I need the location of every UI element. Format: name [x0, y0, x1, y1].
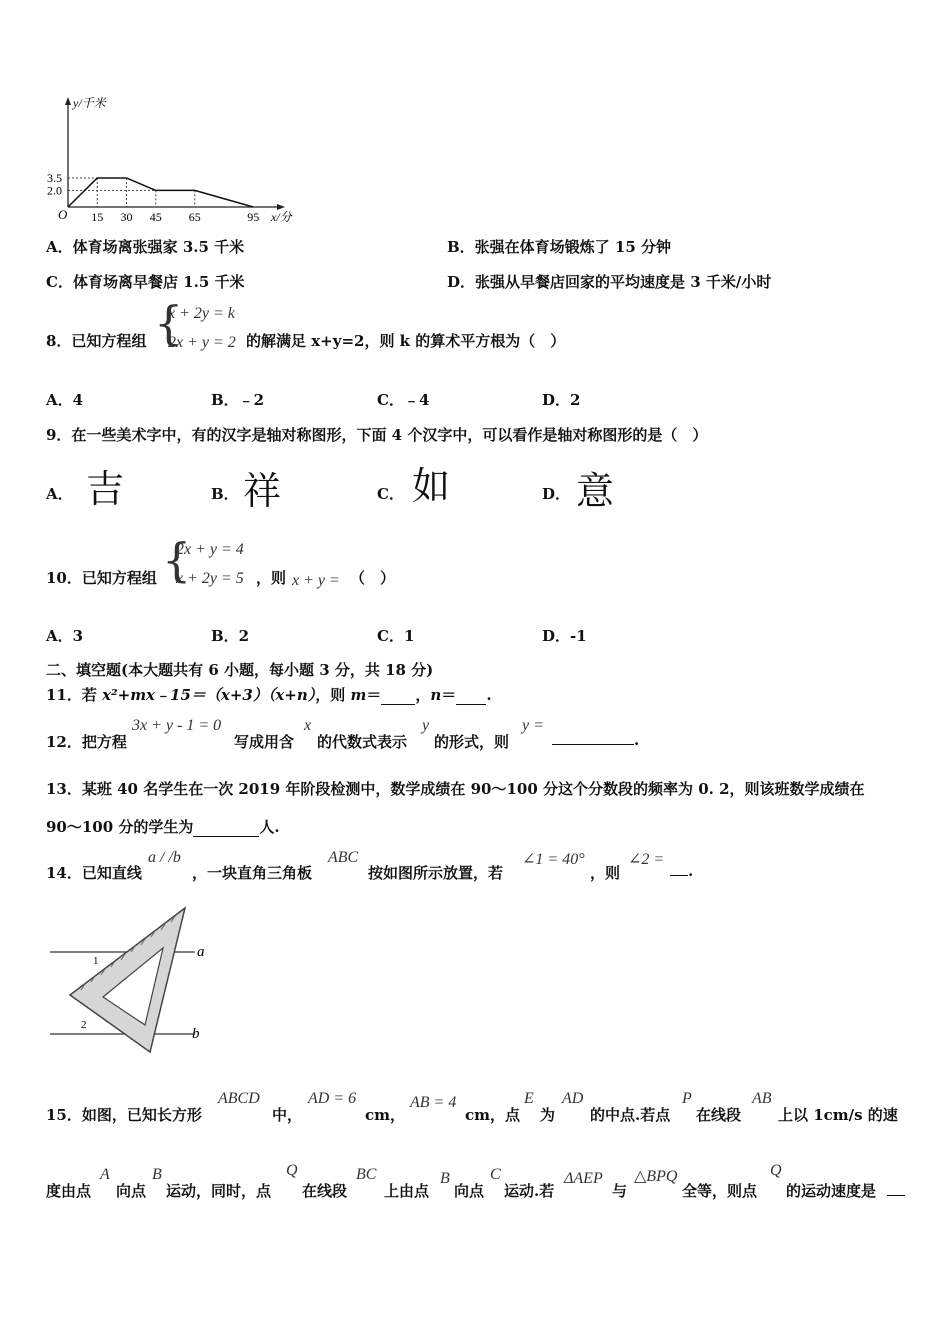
q15-line2-d: 在线段: [302, 1182, 348, 1200]
q8-brace: {: [154, 296, 184, 350]
q15-point-b: B: [152, 1166, 162, 1183]
q9-option-c-glyph[interactable]: 如: [412, 464, 451, 508]
q15-point-q-2: Q: [770, 1162, 782, 1179]
q15-wei: 为: [540, 1106, 556, 1124]
x-tick-label: 45: [149, 210, 162, 224]
q10-brace: {: [162, 533, 192, 587]
q11-n: n: [430, 686, 442, 704]
q10-suffix: （ ）: [350, 569, 396, 587]
q9-question: 9．在一些美术字中，有的汉字是轴对称图形，下面 4 个汉字中，可以看作是轴对称图形的是（ ）: [46, 426, 708, 444]
q11-text-3: ，: [415, 686, 431, 704]
fig-label-2: 2: [81, 1019, 87, 1031]
q10-mid: ，则: [256, 569, 287, 587]
q14-text-2: ，一块直角三角板: [192, 864, 313, 882]
q15-point-e: E: [524, 1090, 534, 1107]
q9-option-b-label[interactable]: B．: [211, 485, 239, 503]
q8-equation-2: 2x + y = 2: [168, 334, 236, 351]
q15-answer-blank[interactable]: [887, 1181, 905, 1196]
q13-line-2: [46, 816, 280, 837]
q12-y: y: [422, 717, 430, 734]
q9-option-a-label[interactable]: A．: [46, 485, 73, 503]
q15-text-1: 15．如图，已知长方形: [46, 1106, 202, 1124]
q15-ad-length: AD = 6: [308, 1090, 357, 1107]
q13-line-1: 13．某班 40 名学生在一次 2019 年阶段检测中，数学成绩在 90～100 分这个分数段的频率为 0. 2，则该班数学成绩在: [46, 780, 865, 798]
q13-answer-blank[interactable]: [193, 822, 259, 837]
q12-equation: 3x + y - 1 = 0: [132, 717, 222, 734]
section-heading: 二、填空题(本大题共有 6 小题，每小题 3 分，共 18 分): [46, 661, 434, 679]
q11-eq-2: ＝: [441, 686, 457, 704]
q15-ab-length: AB = 4: [410, 1094, 457, 1111]
q13-text-a: 90～100 分的学生为: [46, 818, 194, 836]
q15-line2-g: 运动.若: [504, 1182, 555, 1200]
fig-label-a: a: [197, 944, 205, 960]
q15-segment-bc: BC: [356, 1166, 377, 1183]
q14-text-3: 按如图所示放置，若: [368, 864, 504, 882]
q12-answer-blank[interactable]: [552, 730, 634, 745]
q15-triangle-aep: ΔAEP: [564, 1170, 603, 1187]
fig-label-b: b: [192, 1026, 200, 1042]
q11-expression: x²+mx﹣15＝（x+3）（x+n）: [102, 686, 316, 704]
q10-option-b[interactable]: B．2: [211, 627, 250, 645]
q11-text-1: 11．若: [46, 686, 103, 704]
q10-expression: x + y =: [292, 572, 340, 589]
q11-eq-1: ＝: [366, 686, 382, 704]
q9-option-c-label[interactable]: C．: [377, 485, 404, 503]
q12-end: .: [634, 731, 640, 749]
q15-segment-ad: AD: [562, 1090, 584, 1107]
q15-cm-1: cm，: [365, 1106, 406, 1124]
q15-line2-c: 运动，同时，点: [166, 1182, 272, 1200]
q15-line2-a: 度由点: [46, 1182, 92, 1200]
q8-equation-1: x + 2y = k: [168, 305, 235, 322]
x-tick-label: 15: [91, 210, 104, 224]
q14-text-4: ，则: [590, 864, 621, 882]
q12-text-2: 写成用含: [234, 733, 295, 751]
q15-yu: 与: [612, 1182, 628, 1200]
q7-option-d[interactable]: D．张强从早餐店回家的平均速度是 3 千米/小时: [447, 273, 772, 291]
q10-option-d[interactable]: D．-1: [542, 627, 587, 645]
q15-point-p: P: [682, 1090, 692, 1107]
q8-option-c[interactable]: C．﹣4: [377, 391, 430, 409]
y-tick-label: 3.5: [47, 170, 62, 185]
series-segment: [195, 190, 254, 207]
q15-point-c: C: [490, 1166, 501, 1183]
q15-text-2: 中，: [272, 1106, 303, 1124]
q11-blank-m[interactable]: [381, 690, 415, 705]
q11-m: m: [350, 686, 367, 704]
q15-rect-name: ABCD: [218, 1090, 260, 1107]
q12-text-4: 的形式，则: [434, 733, 510, 751]
q8-prefix: 8．已知方程组: [46, 332, 147, 350]
q9-option-a-glyph[interactable]: 吉: [86, 467, 125, 511]
q9-option-b-glyph[interactable]: 祥: [243, 469, 282, 513]
q14-triangle-name: ABC: [328, 849, 359, 866]
q10-option-a[interactable]: A．3: [46, 627, 84, 645]
q11-blank-n[interactable]: [456, 690, 486, 705]
q15-triangle-bpq: △BPQ: [634, 1168, 678, 1185]
x-axis-label: x/分: [271, 210, 292, 224]
q7-option-a[interactable]: A．体育场离张强家 3.5 千米: [46, 238, 245, 256]
q10-equation-2: x + 2y = 5: [176, 570, 244, 587]
q15-point-b-2: B: [440, 1170, 450, 1187]
q14-angle-2: ∠2 =: [628, 851, 665, 868]
q7-option-b[interactable]: B．张强在体育场锻炼了 15 分钟: [447, 238, 671, 256]
q15-text-5: 上以 1cm/s 的速: [778, 1106, 898, 1124]
q14-answer-blank[interactable]: [670, 861, 688, 876]
y-axis-arrow: [65, 97, 71, 105]
q15-cm-2: cm，点: [465, 1106, 521, 1124]
q9-option-d-label[interactable]: D．: [542, 485, 571, 503]
series-segment: [68, 178, 97, 207]
q15-text-3: 的中点.若点: [590, 1106, 671, 1124]
q15-segment-ab: AB: [752, 1090, 772, 1107]
q15-point-a: A: [100, 1166, 110, 1183]
q12-y-equals: y =: [522, 717, 544, 734]
q8-suffix: 的解满足 x+y=2，则 k 的算术平方根为（ ）: [246, 332, 566, 350]
q10-prefix: 10．已知方程组: [46, 569, 157, 587]
q12-text-3: 的代数式表示: [317, 733, 408, 751]
x-tick-label: 30: [120, 210, 133, 224]
q12-x: x: [304, 717, 312, 734]
q15-line2-b: 向点: [116, 1182, 147, 1200]
fig-label-1: 1: [93, 955, 99, 967]
q14-parallel: a / /b: [148, 849, 181, 866]
q15-line2-f: 向点: [454, 1182, 485, 1200]
q8-option-a[interactable]: A．4: [46, 391, 84, 409]
q9-option-d-glyph[interactable]: 意: [576, 469, 615, 513]
q14-text-1: 14．已知直线: [46, 864, 142, 882]
q12-text-1: 12．把方程: [46, 733, 127, 751]
series-segment: [127, 178, 156, 190]
q15-text-4: 在线段: [696, 1106, 742, 1124]
y-axis-label: y/千米: [73, 96, 106, 110]
q10-option-c[interactable]: C．1: [377, 627, 415, 645]
x-tick-label: 65: [188, 210, 201, 224]
origin-label: O: [58, 207, 68, 222]
q14-angle-1: ∠1 = 40°: [522, 851, 585, 868]
q14-end: .: [688, 862, 694, 880]
y-tick-label: 2.0: [47, 183, 62, 198]
q8-option-b[interactable]: B．﹣2: [211, 391, 265, 409]
q15-line2-e: 上由点: [384, 1182, 430, 1200]
q11-end: .: [486, 686, 492, 704]
triangle-ruler-figure: [45, 900, 215, 1060]
q15-point-q: Q: [286, 1162, 298, 1179]
q15-line2-i: 的运动速度是: [786, 1182, 877, 1200]
q11-text-2: ，则: [315, 686, 351, 704]
q15-line2-h: 全等，则点: [682, 1182, 758, 1200]
q7-option-c[interactable]: C．体育场离早餐店 1.5 千米: [46, 273, 245, 291]
distance-time-chart: [40, 95, 292, 225]
q8-option-d[interactable]: D．2: [542, 391, 581, 409]
x-tick-label: 95: [247, 210, 260, 224]
q11-question: [46, 684, 492, 705]
q10-equation-1: 2x + y = 4: [176, 541, 244, 558]
q13-text-b: 人.: [259, 818, 280, 836]
